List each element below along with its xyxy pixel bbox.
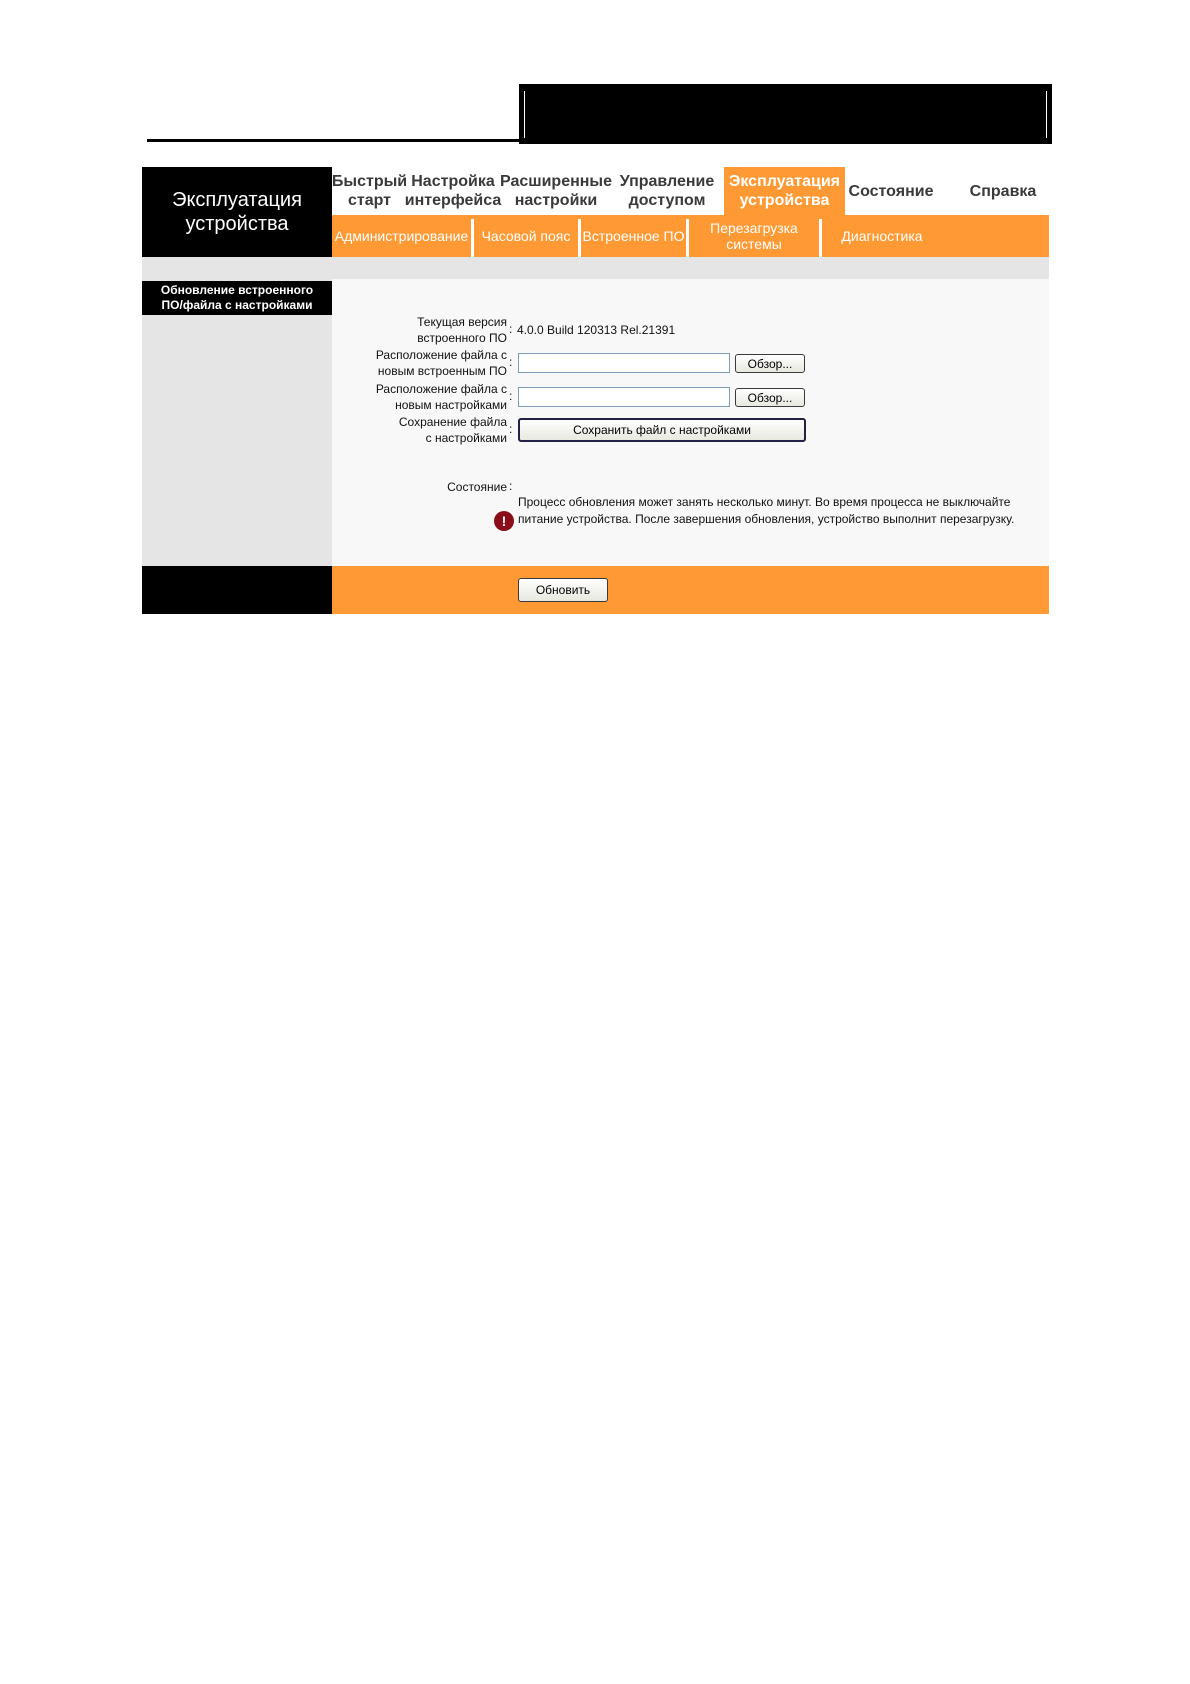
header-banner-divider: [524, 91, 525, 138]
page-title: Эксплуатация устройства: [142, 167, 332, 257]
firmware-form: [332, 279, 1049, 566]
tab-access-management[interactable]: Управление доступом: [619, 173, 715, 209]
header-banner: [519, 84, 1052, 144]
warning-icon: !: [494, 511, 514, 531]
tab-maintenance[interactable]: Эксплуатация устройства: [724, 167, 845, 215]
current-version-label: Текущая версия встроенного ПО: [417, 315, 507, 345]
subtab-firmware[interactable]: Встроенное ПО: [582, 228, 685, 244]
save-config-label: Сохранение файла с настройками: [398, 415, 507, 445]
subtab-diagnostics[interactable]: Диагностика: [841, 228, 923, 244]
colon: :: [509, 479, 513, 493]
subtab-system-restart[interactable]: Перезагрузка системы: [710, 220, 798, 252]
colon: :: [509, 355, 513, 369]
tab-help[interactable]: Справка: [969, 182, 1037, 200]
subtab-administration[interactable]: Администрирование: [334, 228, 469, 244]
header-rule: [147, 139, 519, 142]
subtab-time-zone[interactable]: Часовой пояс: [481, 228, 571, 244]
browse-config-button[interactable]: Обзор...: [735, 388, 805, 407]
update-button[interactable]: Обновить: [518, 578, 608, 602]
footer-bar: [332, 566, 1049, 614]
footer-left: [142, 566, 332, 614]
tab-advanced-setup[interactable]: Расширенные настройки: [500, 173, 612, 209]
warning-message: Процесс обновления может занять несколько минут. Во время процесса не выключайте питание устройства. После завершения обновления, устройство выполнит перезагрузку.: [518, 495, 1015, 526]
tab-status[interactable]: Состояние: [848, 182, 934, 200]
colon: :: [509, 389, 513, 403]
colon: :: [509, 422, 513, 436]
tab-interface-setup[interactable]: Настройка интерфейса: [404, 173, 502, 209]
sub-tabs: [332, 215, 1049, 257]
save-config-button[interactable]: Сохранить файл с настройками: [518, 418, 806, 442]
firmware-file-label: Расположение файла с новым встроенным ПО: [375, 348, 507, 378]
browse-firmware-button[interactable]: Обзор...: [735, 354, 805, 373]
header-banner-divider: [1046, 91, 1047, 138]
colon: :: [509, 322, 513, 336]
config-file-input[interactable]: [518, 387, 730, 407]
tab-quick-start[interactable]: Быстрый старт: [331, 173, 408, 209]
firmware-file-input[interactable]: [518, 353, 730, 373]
status-label: Состояние: [447, 480, 507, 494]
router-admin-ui: [142, 167, 1049, 614]
config-file-label: Расположение файла с новым настройками: [375, 382, 507, 412]
main-tabs: [332, 167, 1049, 215]
left-panel: [142, 279, 332, 566]
spacer-band: [142, 257, 1049, 279]
current-version-value: 4.0.0 Build 120313 Rel.21391: [517, 323, 676, 337]
section-title: Обновление встроенного ПО/файла с настройками: [142, 281, 332, 315]
